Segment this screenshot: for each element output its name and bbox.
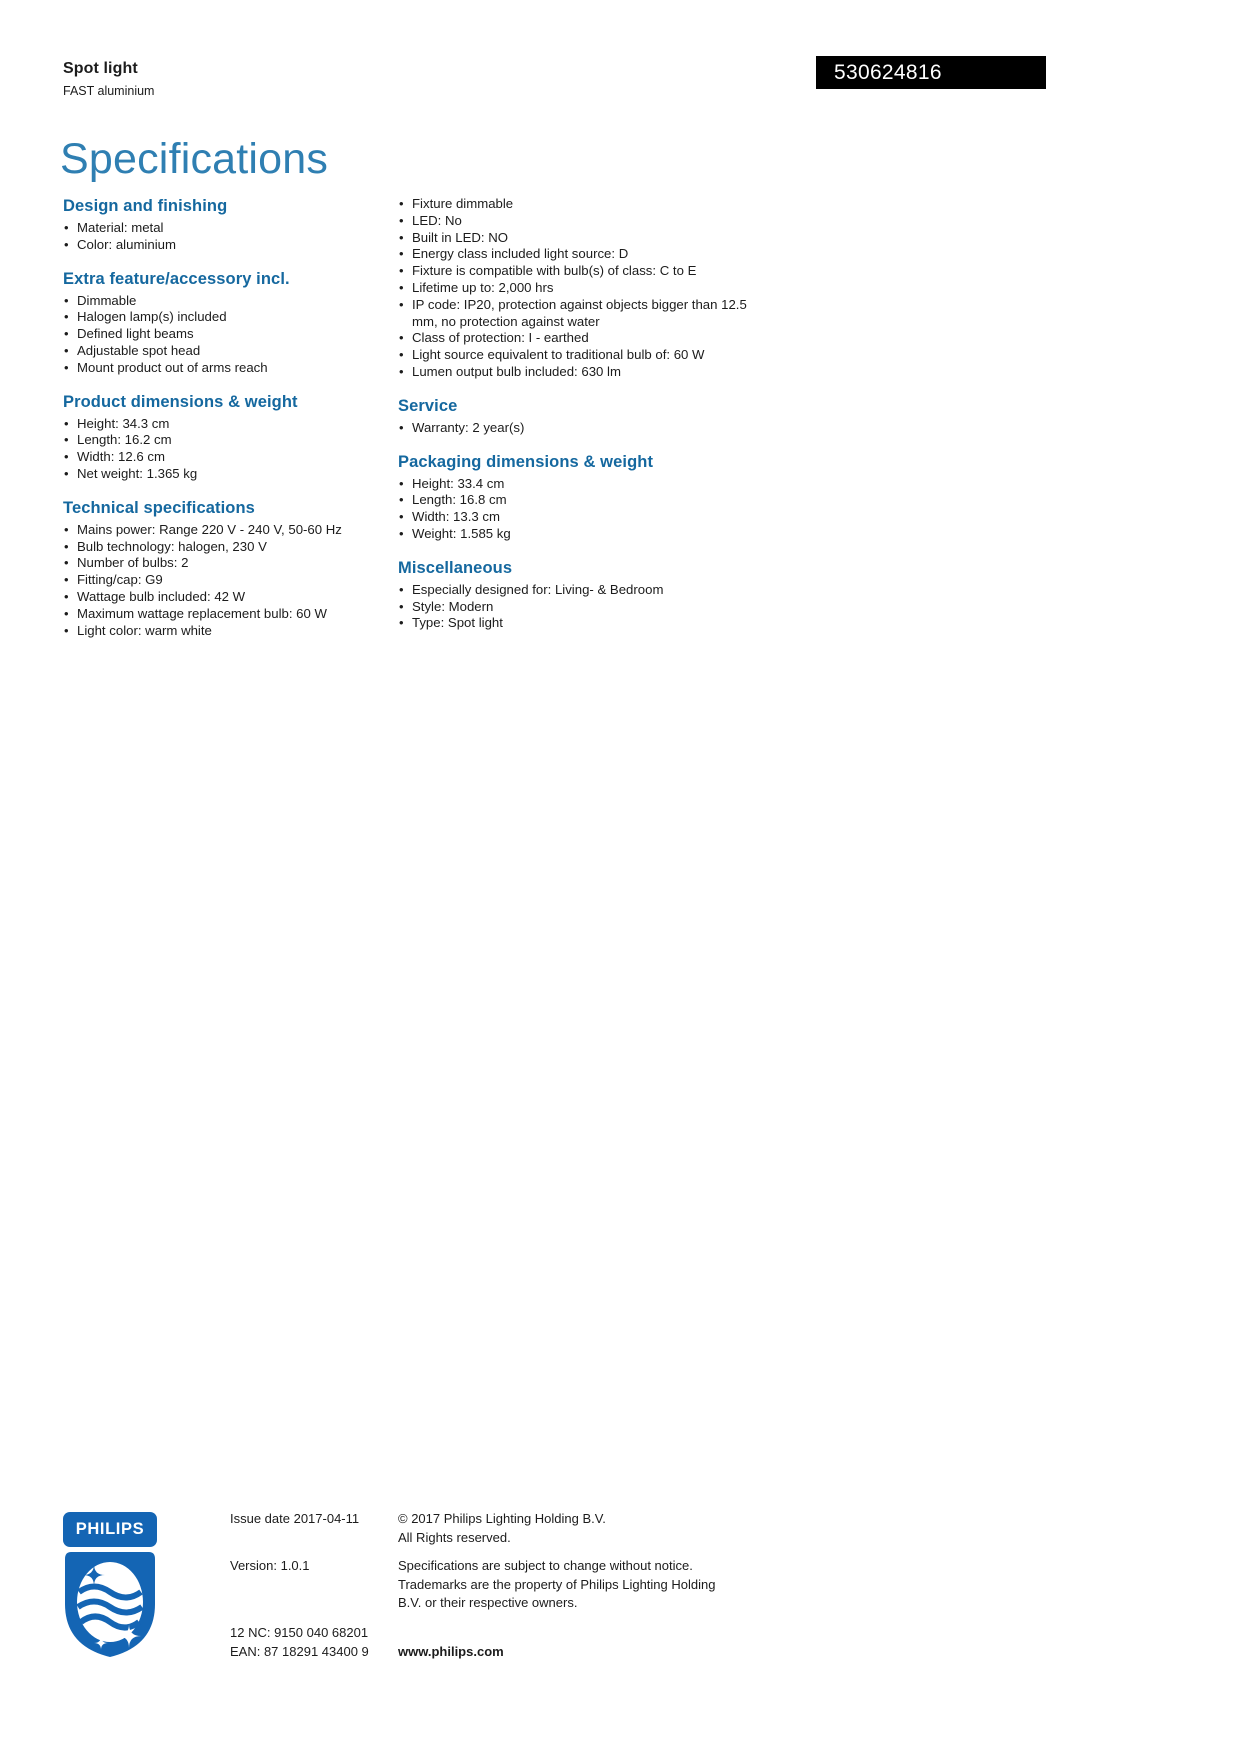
spec-section — [398, 196, 753, 381]
issue-date: Issue date 2017-04-11 — [230, 1511, 360, 1526]
spec-item-list — [398, 476, 753, 543]
spec-item: • Halogen lamp(s) included — [63, 309, 398, 326]
spec-item: • Dimmable — [63, 293, 398, 310]
spec-section — [398, 452, 753, 543]
spec-item: • Height: 34.3 cm — [63, 416, 398, 433]
spec-item: • Maximum wattage replacement bulb: 60 W — [63, 606, 398, 623]
spec-item: • Color: aluminium — [63, 237, 398, 254]
spec-item: • Weight: 1.585 kg — [398, 526, 753, 543]
spec-item: • Length: 16.8 cm — [398, 492, 753, 509]
spec-item: • Height: 33.4 cm — [398, 476, 753, 493]
spec-item: • Light color: warm white — [63, 623, 398, 640]
copyright-line2: All Rights reserved. — [398, 1529, 511, 1545]
spec-item: • Defined light beams — [63, 326, 398, 343]
spec-item-list — [398, 196, 753, 381]
spec-item: • Number of bulbs: 2 — [63, 555, 398, 572]
philips-wordmark: PHILIPS — [63, 1512, 157, 1547]
nc-code: 12 NC: 9150 040 68201 — [230, 1625, 369, 1640]
spec-item: • Width: 12.6 cm — [63, 449, 398, 466]
spec-item: • Lifetime up to: 2,000 hrs — [398, 280, 753, 297]
spec-item-list — [398, 582, 753, 632]
spec-item: • Lumen output bulb included: 630 lm — [398, 364, 753, 381]
ean-code: EAN: 87 18291 43400 9 — [230, 1644, 369, 1659]
spec-item: • Material: metal — [63, 220, 398, 237]
spec-item: • LED: No — [398, 213, 753, 230]
spec-item: • Mains power: Range 220 V - 240 V, 50-60 Hz — [63, 522, 398, 539]
section-heading: Design and finishing — [63, 197, 228, 215]
section-heading: Technical specifications — [63, 498, 255, 517]
section-heading: Extra feature/accessory incl. — [63, 269, 290, 288]
spec-section — [63, 392, 398, 483]
spec-item: • Fixture is compatible with bulb(s) of class: C to E — [398, 263, 753, 280]
section-heading: Packaging dimensions & weight — [398, 452, 654, 471]
spec-item: • Wattage bulb included: 42 W — [63, 589, 398, 606]
spec-item: • Adjustable spot head — [63, 343, 398, 360]
spec-item: • Especially designed for: Living- & Bedroom — [398, 582, 753, 599]
spec-section — [63, 269, 398, 377]
website-link[interactable]: www.philips.com — [398, 1644, 504, 1659]
spec-item: • Warranty: 2 year(s) — [398, 420, 753, 437]
spec-item: • Mount product out of arms reach — [63, 360, 398, 377]
spec-item-list — [63, 293, 398, 377]
version-label: Version: 1.0.1 — [230, 1558, 310, 1573]
spec-item: • Bulb technology: halogen, 230 V — [63, 539, 398, 556]
section-heading: Product dimensions & weight — [63, 392, 298, 411]
product-number-badge — [816, 56, 1046, 89]
spec-item: • IP code: IP20, protection against objects bigger than 12.5 mm, no protection against water — [398, 297, 753, 331]
spec-section — [398, 396, 753, 437]
spec-section — [63, 498, 398, 640]
product-name: Spot light — [63, 60, 138, 77]
spec-item: • Built in LED: NO — [398, 230, 753, 247]
philips-shield-icon — [63, 1550, 157, 1660]
spec-item-list — [63, 416, 398, 483]
spec-item: • Style: Modern — [398, 599, 753, 616]
section-heading: Service — [398, 396, 458, 415]
spec-item: • Fitting/cap: G9 — [63, 572, 398, 589]
spec-item: • Light source equivalent to traditional bulb of: 60 W — [398, 347, 753, 364]
spec-item: • Width: 13.3 cm — [398, 509, 753, 526]
spec-item: • Energy class included light source: D — [398, 246, 753, 263]
spec-column-left — [63, 196, 398, 639]
spec-section — [398, 558, 753, 632]
spec-item-list — [63, 220, 398, 254]
spec-item-list — [398, 420, 753, 437]
spec-column-right — [398, 196, 753, 632]
spec-item: • Type: Spot light — [398, 615, 753, 632]
spec-columns — [63, 196, 1063, 639]
page-title: Specifications — [60, 134, 329, 183]
philips-logo — [63, 1512, 157, 1660]
section-heading: Miscellaneous — [398, 558, 513, 577]
spec-item: • Net weight: 1.365 kg — [63, 466, 398, 483]
product-family: FAST aluminium — [63, 84, 155, 98]
copyright-block — [398, 1510, 728, 1547]
spec-section — [63, 196, 398, 254]
copyright-line1: © 2017 Philips Lighting Holding B.V. — [398, 1511, 606, 1526]
disclaimer-text: Specifications are subject to change without notice. Trademarks are the property of Philips Lighting Holding B.V. or their respective owners. — [398, 1558, 716, 1610]
spec-item-list — [63, 522, 398, 640]
spec-item: • Length: 16.2 cm — [63, 432, 398, 449]
spec-item: • Fixture dimmable — [398, 196, 753, 213]
product-number: 530624816 — [834, 60, 942, 84]
spec-item: • Class of protection: I - earthed — [398, 330, 753, 347]
